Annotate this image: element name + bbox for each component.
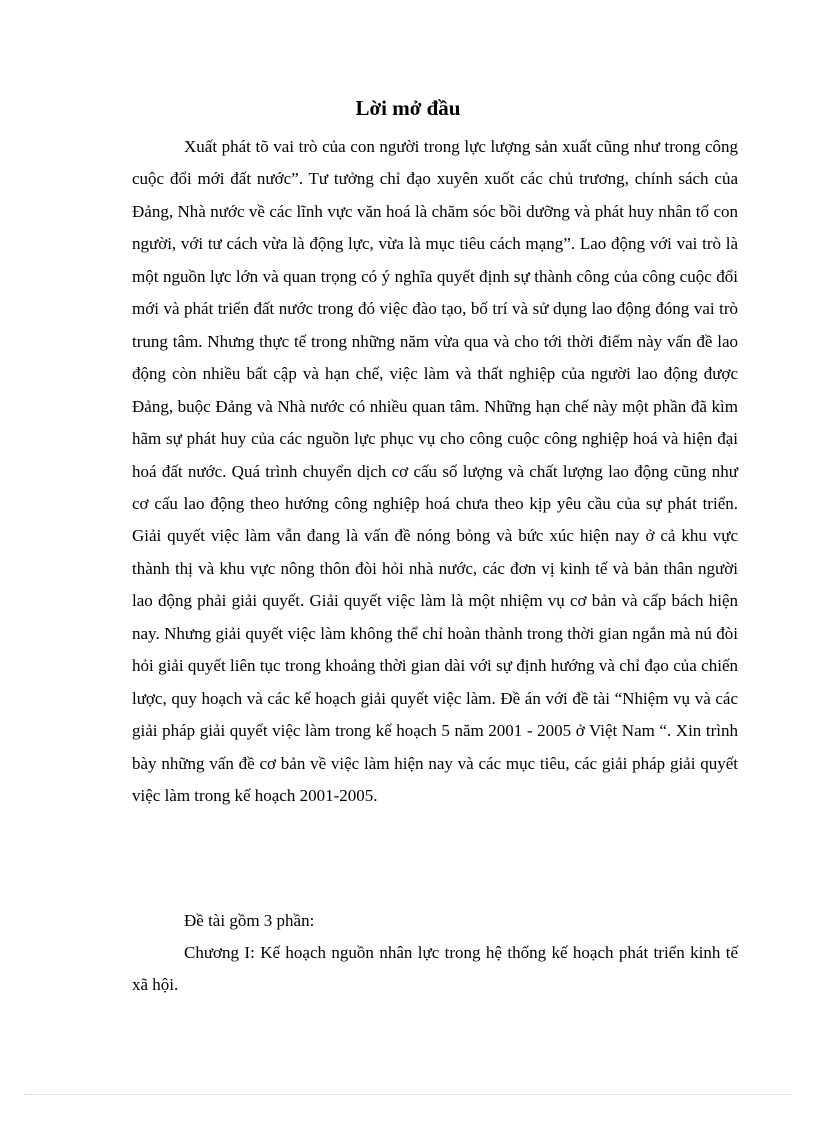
- chapter-one-paragraph: Chương I: Kế hoạch nguồn nhân lực trong hệ thống kế hoạch phát triển kinh tế xã hội.: [132, 943, 738, 995]
- structure-paragraph: Đề tài gồm 3 phần:: [184, 911, 315, 930]
- page-bottom-divider: [24, 1094, 792, 1095]
- page-title: Lời mở đầu: [355, 96, 461, 120]
- intro-paragraph: Xuất phát tõ vai trò của con người trong lực lượng sản xuất cũng như trong công cuộc đổi mới đất nước”. Tư tưởng chỉ đạo xuyên xuốt các chủ trương, chính sách của Đảng, Nhà nước về các lĩnh vực văn hoá là chăm sóc bồi dưỡng và phát huy nhân tố con người, với tư cách vừa là động lực, vừa là mục tiêu cách mạng”. Lao động với vai trò là một nguồn lực lớn và quan trọng có ý nghĩa quyết định sự thành công của công cuộc đổi mới và phát triển đất nước trong đó việc đào tạo, bố trí và sử dụng lao động đóng vai trò trung tâm. Nhưng thực tế trong những năm vừa qua và cho tới thời điểm này vấn đề lao động còn nhiều bất cập và hạn chế, việc làm và thất nghiệp của người lao động được Đảng, buộc Đảng và Nhà nước có nhiều quan tâm. Những hạn chế này một phần đã kìm hãm sự phát huy của các nguồn lực phục vụ cho công cuộc công nghiệp hoá và hiện đại hoá đất nước. Quá trình chuyển dịch cơ cấu số lượng và chất lượng lao động cũng như cơ cấu lao động theo hướng công nghiệp hoá chưa theo kịp yêu cầu của sự phát triển. Giải quyết việc làm vẫn đang là vấn đề nóng bỏng và bức xúc hiện nay ở cả khu vực thành thị và khu vực nông thôn đòi hỏi nhà nước, các đơn vị kinh tế và bản thân người lao động phải giải quyết. Giải quyết việc làm là một nhiệm vụ cơ bản và cấp bách hiện nay. Nhưng giải quyết việc làm không thể chỉ hoàn thành trong thời gian ngắn mà nú đòi hỏi giải quyết liên tục trong khoảng thời gian dài với sự định hướng và chỉ đạo của chiến lược, quy hoạch và các kế hoạch giải quyết việc làm. Đề án với đề tài “Nhiệm vụ và các giải pháp giải quyết việc làm trong kế hoạch 5 năm 2001 - 2005 ở Việt Nam “. Xin trình bày những vấn đề cơ bản về việc làm hiện nay và các mục tiêu, các giải pháp giải quyết việc làm trong kế hoạch 2001-2005.: [132, 137, 738, 806]
